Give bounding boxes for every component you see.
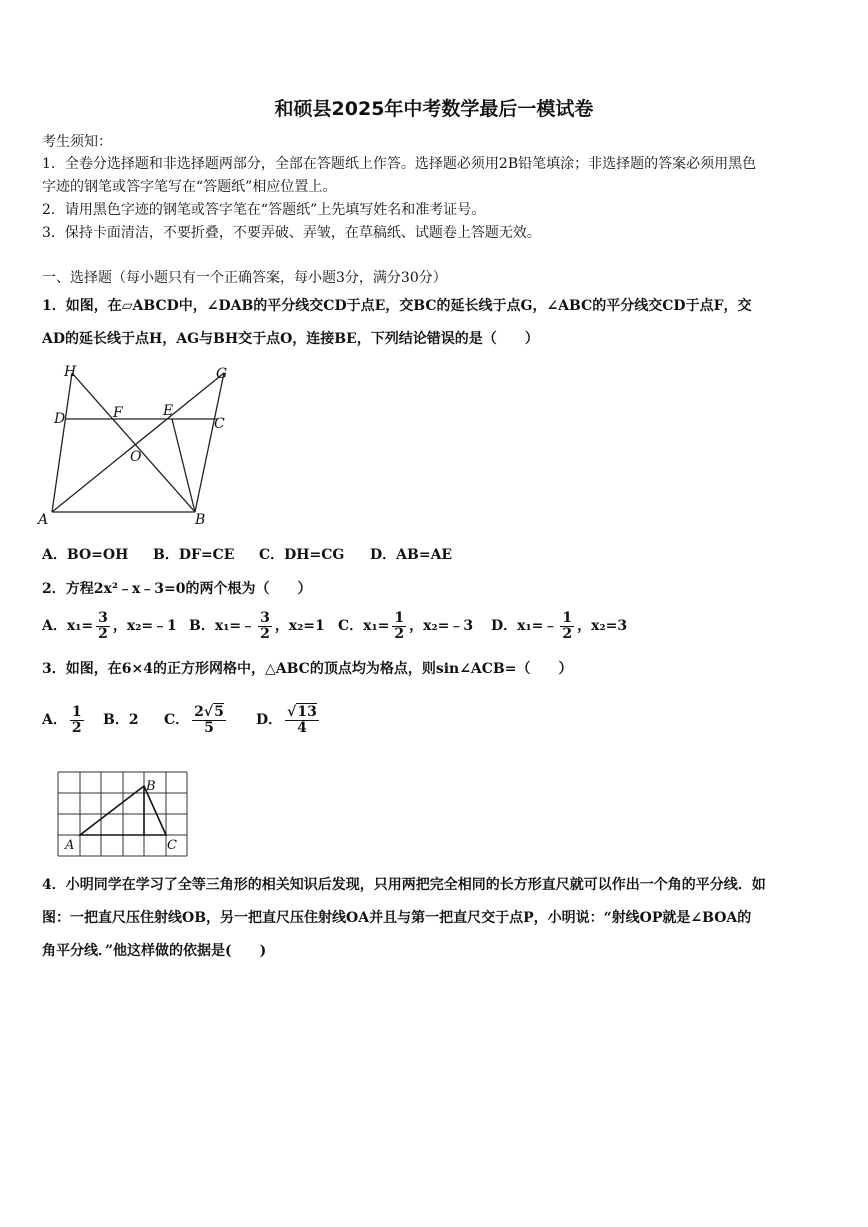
- q1-stem-line1: 1．如图，在▱ABCD中，∠DAB的平分线交CD于点E，交BC的延长线于点G，∠ABC的平分线交CD于点F，交: [42, 298, 752, 314]
- label-C: C: [214, 416, 225, 432]
- q2-stem: 2．方程2x²﹣x﹣3=0的两个根为（ ）: [42, 581, 312, 597]
- q3-option-d[interactable]: D． $\frac{√13}{4}$: [256, 703, 317, 736]
- label-G: G: [216, 366, 228, 382]
- label-O: O: [130, 449, 142, 465]
- notice-heading: 考生须知：: [42, 134, 112, 150]
- notice-item: 字迹的钢笔或答字笔写在“答题纸”相应位置上。: [42, 179, 337, 195]
- section-heading: 一、选择题（每小题只有一个正确答案，每小题3分，满分30分）: [42, 270, 447, 286]
- grid-label-B: B: [146, 779, 156, 794]
- label-B: B: [195, 512, 206, 528]
- label-A: A: [38, 512, 49, 528]
- q3-option-b[interactable]: B．2: [103, 712, 139, 728]
- q2-option-d[interactable]: D．x₁=﹣ $\frac{1}{2}$ ，x₂=3: [491, 609, 628, 642]
- q3-grid-figure: [56, 770, 196, 862]
- q4-stem-line1: 4．小明同学在学习了全等三角形的相关知识后发现，只用两把完全相同的长方形直尺就可以作出一个角的平分线．如: [42, 877, 766, 893]
- q1-parallelogram-figure: [36, 360, 236, 530]
- q1-stem-line2: AD的延长线于点H，AG与BH交于点O，连接BE，下列结论错误的是（ ）: [42, 331, 539, 347]
- q2-option-a[interactable]: A．x₁= $\frac{3}{2}$ ，x₂=﹣1: [42, 609, 177, 642]
- q2-option-c[interactable]: C．x₁= $\frac{1}{2}$ ，x₂=﹣3: [338, 609, 474, 642]
- grid-label-A: A: [65, 838, 75, 853]
- grid-label-C: C: [167, 838, 177, 853]
- q3-option-c[interactable]: C． $\frac{2√5}{5}$: [164, 703, 224, 736]
- q1-option-a[interactable]: A．BO=OH: [42, 547, 129, 563]
- notice-item: 2．请用黑色字迹的钢笔或答字笔在“答题纸”上先填写姓名和准考证号。: [42, 202, 486, 218]
- label-H: H: [64, 364, 77, 380]
- q4-stem-line3: 角平分线．”他这样做的依据是( ): [42, 943, 267, 959]
- q3-option-a[interactable]: A． $\frac{1}{2}$: [42, 703, 82, 736]
- page-title: 和硕县2025年中考数学最后一模试卷: [274, 98, 594, 120]
- q2-option-b[interactable]: B．x₁=﹣ $\frac{3}{2}$ ，x₂=1: [189, 609, 325, 642]
- notice-item: 3．保持卡面清洁，不要折叠，不要弄破、弄皱，在草稿纸、试题卷上答题无效。: [42, 225, 541, 241]
- label-E: E: [163, 403, 174, 419]
- q1-options: [42, 546, 452, 564]
- q2-options: [42, 609, 627, 643]
- q3-stem: 3．如图，在6×4的正方形网格中，△ABC的顶点均为格点，则sin∠ACB=（ ）: [42, 661, 573, 677]
- q1-option-d[interactable]: D．AB=AE: [370, 547, 453, 563]
- notice-item: 1．全卷分选择题和非选择题两部分，全部在答题纸上作答。选择题必须用2B铅笔填涂；非选择题的答案必须用黑色: [42, 156, 757, 172]
- q1-option-c[interactable]: C．DH=CG: [259, 547, 345, 563]
- label-D: D: [54, 411, 66, 427]
- q1-option-b[interactable]: B．DF=CE: [153, 547, 235, 563]
- q4-stem-line2: 图：一把直尺压住射线OB，另一把直尺压住射线OA并且与第一把直尺交于点P，小明说：“射线OP就是∠BOA的: [42, 910, 752, 926]
- label-F: F: [113, 405, 123, 421]
- q3-options: [42, 699, 322, 741]
